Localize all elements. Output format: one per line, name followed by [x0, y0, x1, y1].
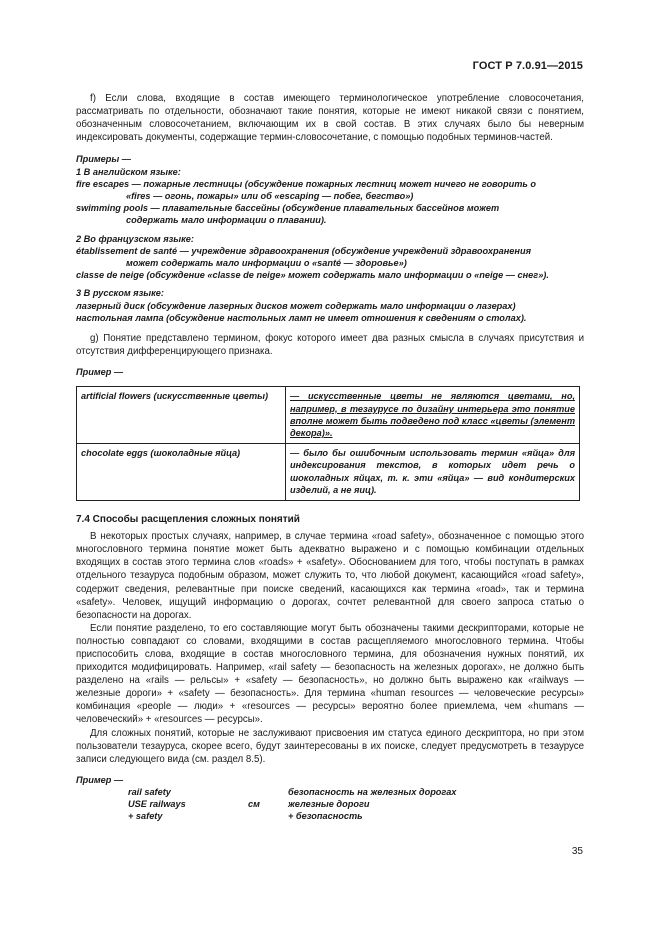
standard-header: ГОСТ Р 7.0.91—2015 — [472, 60, 583, 72]
example-etablissement-cont: может содержать мало информации о «santé — здоровье») — [126, 258, 407, 268]
example-g-heading: Пример — — [76, 367, 124, 378]
table-cell-term: chocolate eggs (шоколадные яйца) — [77, 444, 286, 501]
entry-reference — [248, 786, 288, 798]
paragraph-g: g) Понятие представлено термином, фокус которого имеет два разных смысла в случаях присутствия и отсутствия дифференцирующего признака. — [76, 333, 584, 358]
entry-english: rail safety — [128, 787, 171, 798]
section-example-heading: Пример — — [76, 774, 124, 785]
example-table — [76, 386, 580, 501]
section-paragraph-1: В некоторых простых случаях, например, в случае термина «road safety», обозначенное с помощью этого многословного термина понятие может быть адекватно выражено и с помощью комбинации отдельных входящих в состав этого термина слов «roads» + «safety». Обоснованием для того, чтобы поступать в рамках отдельного тезауруса подобным образом, может служить то, что любой документ, касающийся «road safety», содержит сведения, релевантные при поиске сведений, касающихся как термина «road», так и термина «safety». Человек, ищущий информацию о дорогах, сочтет релевантной для своего запроса статью о безопасности на дорогах. — [76, 531, 584, 621]
section-paragraph-2: Если понятие разделено, то его составляющие могут быть обозначены такими дескрипторами, которые не полностью совпадают со словами, входящими в состав расщепляемого многословного термина. Чтобы приспособить слова, входящие в состав многословного термина, для обозначения нужных понятий, их приходится модифицировать. Например, «rail safety — безопасность на железных дорогах», не должно быть разделено на «rails — рельсы» + «safety — безопасность», но должно быть выражено как «railways — железные дороги» + «safety — безопасность». Для термина «human resources — человеческие ресурсы» комбинация «people — люди» + «resources — ресурсы» вероятно более приемлема, чем «humans — человеческий» + «resources — ресурсы». — [76, 622, 584, 726]
entry-russian: железные дороги — [288, 799, 370, 810]
example-entry — [76, 810, 584, 822]
entry-reference: см — [248, 799, 260, 810]
entry-russian: безопасность на железных дорогах — [288, 787, 457, 798]
entry-english: + safety — [128, 811, 163, 822]
page-number: 35 — [571, 846, 583, 857]
example-etablissement: établissement de santé — учреждение здравоохранения (обсуждение учреждений здравоохранения — [76, 245, 531, 256]
table-cell-note: — было бы ошибочным использовать термин «яйца» для индексирования текстов, в которых идет речь о шоколадных яйцах, т. к. эти «яйца» — вид кондитерских изделий, а не яиц). — [286, 444, 580, 501]
french-heading: 2 Во французском языке: — [76, 233, 194, 244]
example-laser-disk: лазерный диск (обсуждение лазерных дисков может содержать мало информации о лазерах) — [76, 300, 516, 311]
paragraph-f: f) Если слова, входящие в состав имеющего терминологическое употребление словосочетания, рассматривать по отдельности, обозначают такие понятия, которые не имеют никакой связи с понятием, обозначенным словосочетанием, включающим их в свой состав. В этих случаях было бы неверным индексировать документы, содержащие термин-словосочетание, с помощью подобных терминов-частей. — [76, 93, 584, 144]
russian-heading: 3 В русском языке: — [76, 288, 164, 299]
english-heading: 1 В английском языке: — [76, 166, 181, 177]
example-entry — [76, 798, 584, 810]
section-title: 7.4 Способы расщепления сложных понятий — [76, 514, 300, 526]
page-content — [76, 92, 584, 823]
example-classe-de-neige: classe de neige (обсуждение «classe de neige» может содержать мало информации о «neige — снег»). — [76, 270, 549, 281]
table-row — [77, 387, 580, 444]
examples-f — [76, 153, 584, 324]
entry-reference — [248, 810, 288, 822]
example-fire-escapes-cont: «fires — огонь, пожары» или об «escaping — побег, бегство») — [126, 190, 414, 201]
section-paragraph-3: Для сложных понятий, которые не заслуживают присвоения им статуса единого дескриптора, но при этом пользователи тезауруса, скорее всего, будут заинтересованы в их поиске, следует предусмотреть в тезаурусе записи следующего вида (см. раздел 8.5). — [76, 727, 584, 765]
table-cell-note: — искусственные цветы не являются цветами, но, например, в тезаурусе по дизайну интерьера это понятие вполне может быть подведено под класс «цветы (элемент декора)». — [286, 387, 580, 444]
example-entry — [76, 786, 584, 798]
table-row — [77, 444, 580, 501]
example-fire-escapes: fire escapes — пожарные лестницы (обсуждение пожарных лестниц может ничего не говорить о — [76, 178, 537, 189]
section-example-entries — [76, 786, 584, 823]
examples-heading: Примеры — — [76, 154, 131, 165]
table-cell-term: artificial flowers (искусственные цветы) — [77, 387, 286, 444]
entry-english: USE railways — [128, 799, 186, 810]
example-swimming-pools-cont: содержать мало информации о плавании). — [126, 215, 327, 226]
entry-russian: + безопасность — [288, 811, 363, 822]
example-swimming-pools: swimming pools — плавательные бассейны (обсуждение плавательных бассейнов может — [76, 203, 500, 214]
example-desk-lamp: настольная лампа (обсуждение настольных ламп не имеет отношения к сведениям о столах). — [76, 312, 527, 323]
